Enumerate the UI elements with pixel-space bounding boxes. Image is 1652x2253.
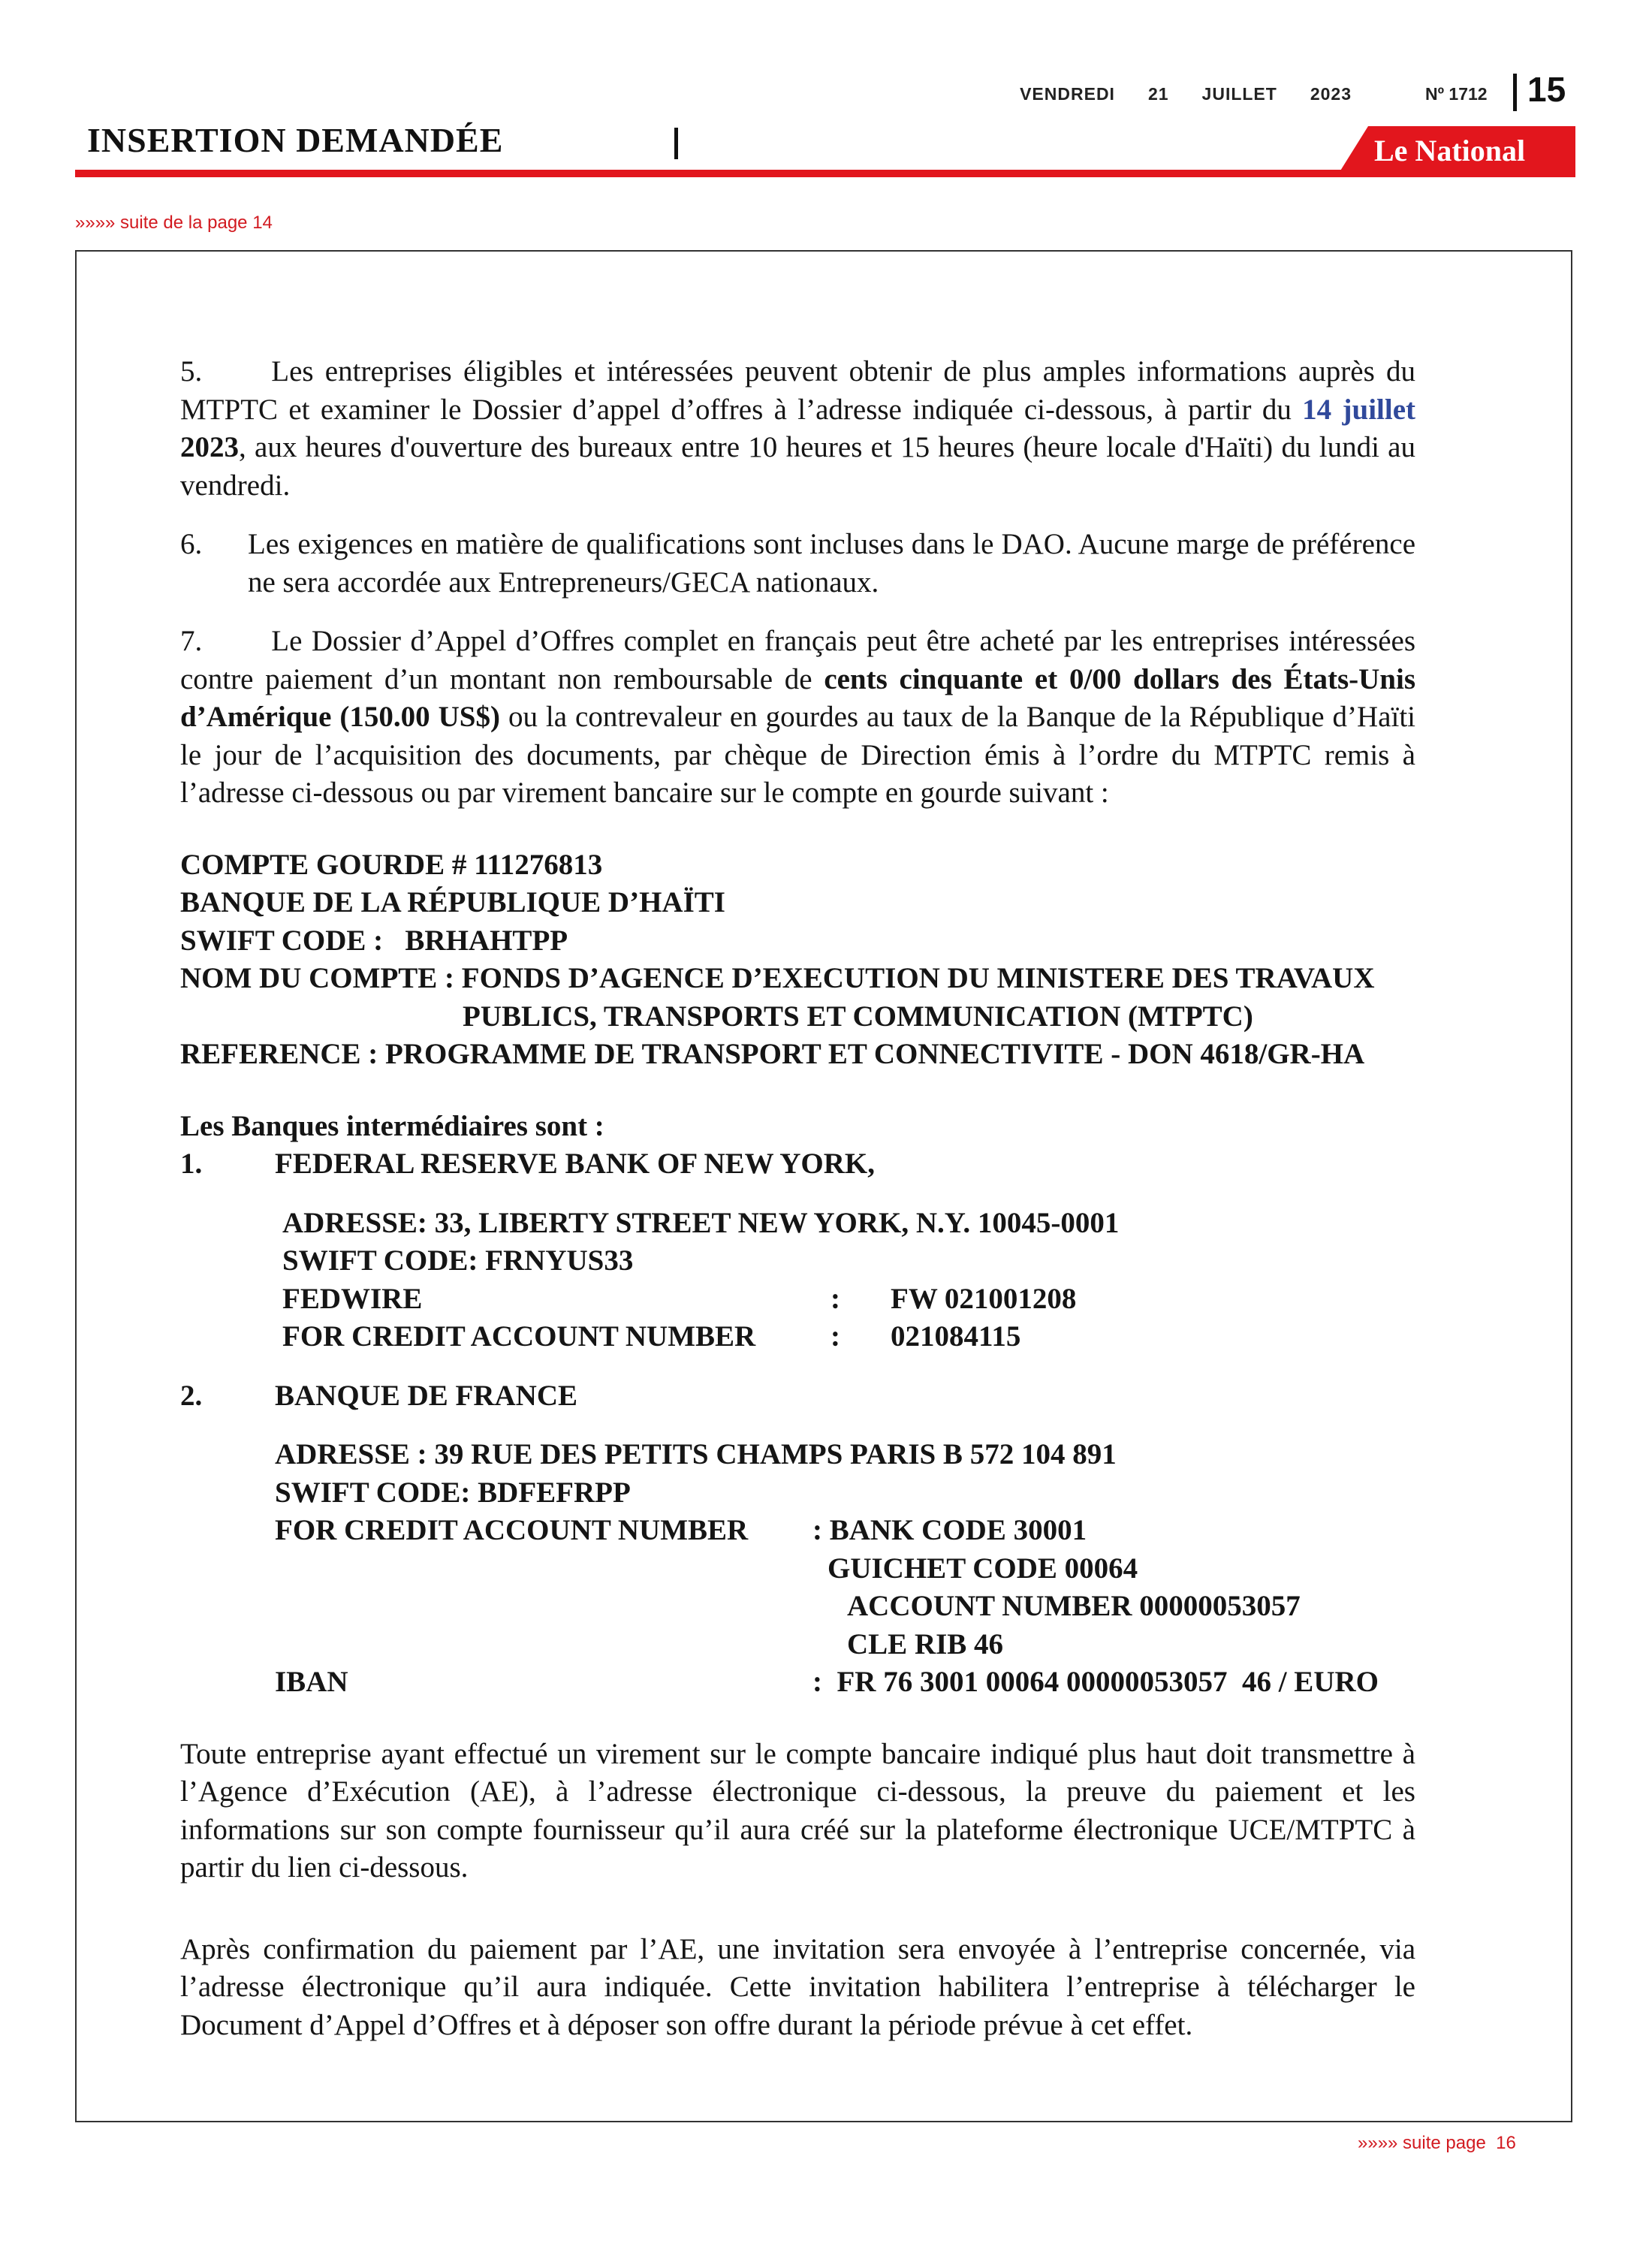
fedwire-label: FEDWIRE [282, 1282, 423, 1315]
bank-1-credit-value: 021084115 [891, 1320, 1021, 1353]
bank-2-rib [275, 1626, 1415, 1664]
continued-to-link[interactable]: »»»» suite page 16 [1358, 2133, 1516, 2153]
paragraph-5-year: 2023 [180, 431, 239, 463]
paragraph-5-number: 5. [180, 355, 203, 388]
bank-2-guichet [275, 1550, 1415, 1588]
bank-2-account-number: ACCOUNT NUMBER 00000053057 [847, 1590, 1301, 1622]
issue-date [1020, 84, 1352, 104]
intermediaries-title: Les Banques intermédiaires sont : [180, 1109, 604, 1142]
title-divider [674, 128, 678, 159]
issue-number: Nº 1712 [1425, 84, 1488, 104]
bank-2-details [180, 1436, 1415, 1702]
bank-1-details [180, 1205, 1415, 1356]
account-number: COMPTE GOURDE # 111276813 [180, 848, 603, 881]
bank-2-bank-code: : BANK CODE 30001 [812, 1514, 1087, 1546]
brand-name: Le National [1374, 134, 1526, 167]
account-name: NOM DU COMPTE : FONDS D’AGENCE D’EXECUTION DU MINISTERE DES TRAVAUX [180, 962, 1375, 994]
paragraph-5-date-highlight: 14 juillet [1302, 393, 1415, 426]
account-swift: SWIFT CODE : BRHAHTPP [180, 924, 568, 957]
paragraph-7-text-end: ou la contrevaleur en gourdes au taux de la Banque de la République d’Haïti le jour de l’acquisition des documents, par chèque de Direction émis à l’ordre du MTPTC remis à l’adresse ci-dessous ou par virement bancaire sur le compte en gourde suivant : [180, 701, 1415, 809]
date-number: 21 [1147, 84, 1169, 104]
bank-1-fedwire [282, 1280, 1415, 1319]
date-month: JUILLET [1201, 84, 1277, 104]
paragraph-invitation: Après confirmation du paiement par l’AE, une invitation sera envoyée à l’entreprise concernée, via l’adresse électronique qu’il aura indiquée. Cette invitation habilitera l’entreprise à télécharger le Document d’Appel d’Offres et à déposer son offre durant la période prévue à cet effet. [180, 1932, 1415, 2041]
paragraph-7-number: 7. [180, 625, 203, 657]
iban-label: IBAN [275, 1666, 348, 1698]
bank-2-cle-rib: CLE RIB 46 [847, 1627, 1004, 1660]
bank-2-swift: SWIFT CODE: BDFEFRPP [275, 1476, 631, 1509]
notice-content [180, 353, 1415, 2044]
paragraph-6 [180, 526, 1415, 602]
bank-2-heading [180, 1377, 1415, 1416]
bank-2-guichet-code: GUICHET CODE 00064 [828, 1552, 1138, 1585]
paragraph-5-text: Les entreprises éligibles et intéressées peuvent obtenir de plus amples informations auprès du MTPTC et examiner le Dossier d’appel d’offres à l’adresse indiquée ci-dessous, à partir du [180, 355, 1415, 426]
iban-value: : FR 76 3001 00064 00000053057 46 / EURO [812, 1666, 1379, 1698]
account-reference: REFERENCE : PROGRAMME DE TRANSPORT ET CONNECTIVITE - DON 4618/GR-HA [180, 1038, 1365, 1070]
bank-1-credit-label: FOR CREDIT ACCOUNT NUMBER [282, 1320, 756, 1353]
continued-from-link[interactable]: »»»» suite de la page 14 [75, 213, 273, 233]
paragraph-5-text-end: , aux heures d'ouverture des bureaux entre 10 heures et 15 heures (heure locale d'Haïti) du lundi au vendredi. [180, 431, 1415, 502]
page-number-divider [1513, 74, 1517, 111]
section-title: INSERTION DEMANDÉE [87, 121, 504, 159]
paragraph-7-amount: cents cinquante et 0/00 dollars des États-Unis d’Amérique (150.00 US$) [180, 662, 1416, 733]
paragraph-6-text: Les exigences en matière de qualifications sont incluses dans le DAO. Aucune marge de préférence ne sera accordée aux Entrepreneurs/GECA nationaux. [248, 528, 1415, 599]
paragraph-5 [180, 353, 1415, 505]
bank-2-number: 2. [180, 1379, 203, 1412]
date-year: 2023 [1310, 84, 1352, 104]
bank-1-name: FEDERAL RESERVE BANK OF NEW YORK, [275, 1148, 875, 1180]
bank-2-credit-label: FOR CREDIT ACCOUNT NUMBER [275, 1514, 749, 1546]
account-name-cont: PUBLICS, TRANSPORTS ET COMMUNICATION (MTPTC) [463, 1000, 1253, 1033]
paragraph-7-text: Le Dossier d’Appel d’Offres complet en français peut être acheté par les entreprises intéressées contre paiement d’un montant non remboursable de [180, 625, 1415, 695]
page-number: 15 [1527, 70, 1566, 109]
bank-1-credit [282, 1318, 1415, 1356]
fedwire-sep: : [831, 1282, 840, 1315]
bank-1-heading [180, 1145, 1415, 1184]
date-day: VENDREDI [1020, 84, 1115, 104]
bank-2-address: ADRESSE : 39 RUE DES PETITS CHAMPS PARIS B 572 104 891 [275, 1438, 1117, 1470]
bank-2-credit [275, 1512, 1415, 1550]
bank-1-swift: SWIFT CODE: FRNYUS33 [282, 1244, 634, 1277]
account-bank: BANQUE DE LA RÉPUBLIQUE D’HAÏTI [180, 886, 725, 918]
fedwire-value: FW 021001208 [891, 1282, 1077, 1315]
bank-1-credit-sep: : [831, 1320, 840, 1353]
bank-2-account [275, 1588, 1415, 1626]
paragraph-6-number: 6. [180, 528, 203, 560]
header-rule [75, 170, 1575, 177]
bank-2-iban [275, 1663, 1415, 1702]
paragraph-7 [180, 623, 1415, 813]
bank-2-name: BANQUE DE FRANCE [275, 1379, 578, 1412]
bank-1-number: 1. [180, 1148, 203, 1180]
account-block [180, 846, 1415, 1074]
paragraph-transfer: Toute entreprise ayant effectué un virement sur le compte bancaire indiqué plus haut doit transmettre à l’Agence d’Exécution (AE), à l’adresse électronique ci-dessous, la preuve du paiement et les informations sur son compte fournisseur qu’il aura créé sur la plateforme électronique UCE/MTPTC à partir du lien ci-dessous. [180, 1737, 1415, 1884]
bank-1-address: ADRESSE: 33, LIBERTY STREET NEW YORK, N.Y. 10045-0001 [282, 1206, 1120, 1239]
